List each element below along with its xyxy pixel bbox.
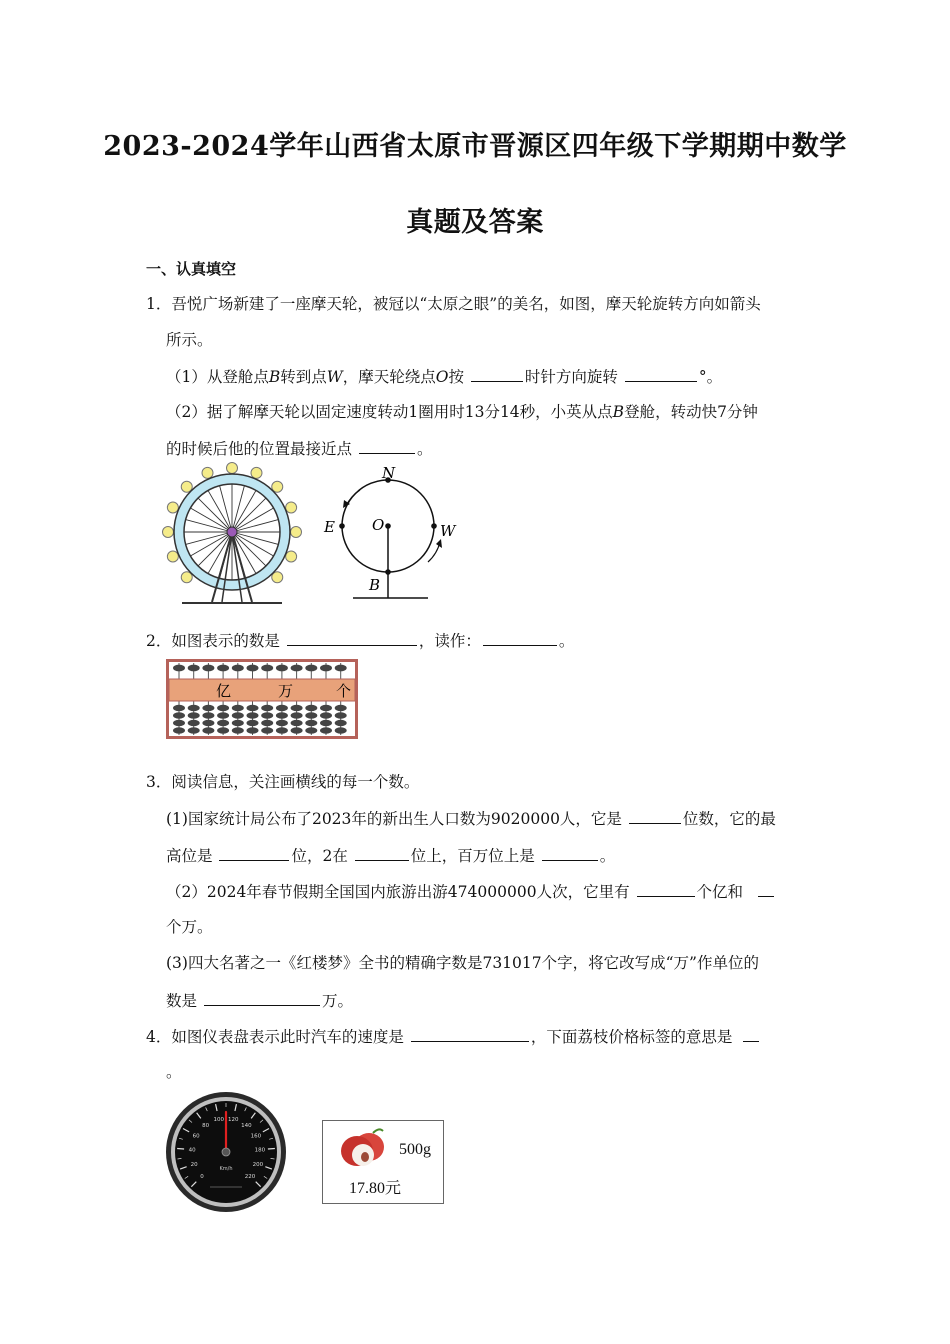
- wheel-bulb: [167, 551, 178, 562]
- abacus-bead-lower: [232, 720, 244, 726]
- abacus-bead-lower: [305, 727, 317, 733]
- q3-s1-text-b: 位数，它的最: [682, 810, 776, 828]
- abacus-bead-lower: [320, 705, 332, 711]
- abacus-bead-lower: [173, 705, 185, 711]
- q1-sub1-point-b: B: [268, 368, 281, 386]
- gauge-tick-label: 0: [200, 1174, 204, 1181]
- q4-line1: [146, 1026, 761, 1047]
- gauge-tick-label: 100: [213, 1116, 225, 1123]
- abacus-bead-lower: [202, 705, 214, 711]
- abacus-bead-lower: [173, 712, 185, 718]
- abacus-bead-lower: [173, 720, 185, 726]
- q3-blank-wan[interactable]: [758, 881, 774, 897]
- abacus-bead-lower: [261, 705, 273, 711]
- wheel-bulb: [227, 463, 238, 474]
- abacus-bead-lower: [291, 727, 303, 733]
- gauge-tick-label: 200: [252, 1161, 264, 1168]
- gauge-tick-label: 220: [244, 1174, 256, 1181]
- point-label-b: B: [369, 576, 381, 594]
- q1-sub2-text-d: 。: [416, 440, 433, 458]
- wheel-bulb: [163, 527, 174, 538]
- abacus-bead-lower: [291, 720, 303, 726]
- abacus-bead-upper: [217, 665, 229, 672]
- q3-s1-text-d: 位，2在: [291, 847, 348, 865]
- abacus-bead-lower: [202, 712, 214, 718]
- q1-line2: 所示。: [166, 331, 213, 349]
- q2-text-a: 如图表示的数是: [171, 632, 280, 650]
- q1-sub1-point-w: W: [326, 368, 343, 386]
- abacus-bead-upper: [276, 665, 288, 672]
- wheel-bulb: [251, 467, 262, 478]
- price-tag-price: 17.80元: [349, 1180, 402, 1197]
- abacus-bead-lower: [173, 727, 185, 733]
- gauge-tick-label: 80: [202, 1122, 210, 1129]
- abacus-label-yi: 亿: [216, 682, 232, 700]
- abacus-bead-upper: [202, 665, 214, 672]
- abacus-bead-lower: [335, 720, 347, 726]
- price-tag-weight: 500g: [399, 1141, 431, 1158]
- point-label-w: W: [440, 522, 456, 540]
- abacus-bead-upper: [320, 665, 332, 672]
- q1-blank-direction[interactable]: [471, 366, 523, 382]
- q4-text-b: ，下面荔枝价格标签的意思是: [530, 1028, 733, 1046]
- abacus-bead-lower: [335, 727, 347, 733]
- q3-s3-line2: [166, 990, 353, 1011]
- point-label-e: E: [324, 518, 335, 536]
- abacus-bead-lower: [291, 705, 303, 711]
- q3-intro: [146, 772, 419, 792]
- lychee-icon: [337, 1127, 387, 1171]
- gauge-tick-label: 20: [190, 1161, 198, 1168]
- abacus-bead-lower: [276, 705, 288, 711]
- abacus-bead-lower: [261, 712, 273, 718]
- q1-sub1-text-a: （1）从登舱点: [166, 368, 269, 386]
- q3-blank-digits[interactable]: [629, 808, 681, 824]
- abacus-bead-lower: [305, 720, 317, 726]
- abacus-bead-lower: [217, 727, 229, 733]
- gauge-tick-label: 40: [188, 1147, 196, 1154]
- rotation-diagram: [318, 462, 456, 602]
- q3-s1-text-a: (1)国家统计局公布了2023年的新出生人口数为9020000人，它是: [166, 810, 622, 828]
- q2-number: 2．: [146, 632, 172, 650]
- gauge-tick-label: 60: [192, 1133, 200, 1140]
- q1-sub2-text-c: 的时候后他的位置最接近点: [166, 440, 353, 458]
- q4-text-a: 如图仪表盘表示此时汽车的速度是: [171, 1028, 404, 1046]
- q4-line2: 。: [166, 1063, 182, 1081]
- q3-s3-line1: (3)四大名著之一《红楼梦》全书的精确字数是731017个字，将它改写成“万”作单位的: [166, 954, 759, 972]
- q2-text-c: 。: [558, 632, 575, 650]
- abacus-bead-lower: [305, 705, 317, 711]
- abacus-bead-lower: [320, 712, 332, 718]
- abacus-bead-upper: [232, 665, 244, 672]
- wheel-bulb: [291, 527, 302, 538]
- q2-blank-number[interactable]: [287, 630, 417, 646]
- q1-text-line1: 吾悦广场新建了一座摩天轮，被冠以“太原之眼”的美名，如图，摩天轮旋转方向如箭头: [171, 295, 761, 313]
- abacus-bead-lower: [217, 705, 229, 711]
- q2-line: [146, 630, 574, 651]
- abacus-bead-lower: [232, 705, 244, 711]
- abacus-bead-lower: [232, 727, 244, 733]
- abacus-bead-lower: [202, 720, 214, 726]
- abacus-bead-upper: [305, 665, 317, 672]
- section-heading: 一、认真填空: [146, 260, 237, 278]
- gauge-tick-label: 120: [227, 1116, 239, 1123]
- q1-blank-degrees[interactable]: [625, 366, 697, 382]
- q4-blank-speed[interactable]: [411, 1026, 529, 1042]
- abacus-bead-upper: [188, 665, 200, 672]
- abacus-bead-lower: [247, 712, 259, 718]
- q3-s1-line2: [166, 845, 615, 866]
- abacus-bead-lower: [217, 712, 229, 718]
- abacus-bead-lower: [335, 712, 347, 718]
- point-label-o: O: [372, 516, 385, 534]
- q1-sub1-point-o: O: [435, 368, 449, 386]
- abacus-bead-upper: [335, 665, 347, 672]
- q1-number: 1．: [146, 295, 172, 313]
- q2-blank-reading[interactable]: [483, 630, 557, 646]
- page-title-line1: 2023-2024学年山西省太原市晋源区四年级下学期期中数学: [103, 131, 847, 162]
- q1-sub1-text-b: 转到点: [280, 368, 327, 386]
- gauge-tick-label: 180: [254, 1147, 266, 1154]
- abacus-bead-lower: [232, 712, 244, 718]
- lychee-price-tag: [322, 1120, 444, 1204]
- gauge-tick-label: 140: [241, 1122, 252, 1129]
- q1-line1: [146, 294, 761, 314]
- abacus-image: [166, 659, 358, 739]
- abacus-bead-lower: [261, 720, 273, 726]
- abacus-bead-lower: [247, 705, 259, 711]
- q1-sub1: [166, 366, 722, 387]
- q4-blank-meaning[interactable]: [743, 1026, 759, 1042]
- wheel-bulb: [286, 551, 297, 562]
- q3-blank-position[interactable]: [355, 845, 409, 861]
- abacus-bead-upper: [247, 665, 259, 672]
- abacus-bead-lower: [305, 712, 317, 718]
- abacus-bead-lower: [320, 720, 332, 726]
- q3-intro-text: 阅读信息，关注画横线的每一个数。: [171, 773, 420, 791]
- q1-sub1-text-c: ，摩天轮绕点: [342, 368, 436, 386]
- abacus-bead-lower: [217, 720, 229, 726]
- q4-number: 4．: [146, 1028, 172, 1046]
- q3-s3-text-b: 万。: [321, 992, 353, 1010]
- abacus-label-ge: 个: [336, 682, 352, 700]
- abacus-bead-lower: [276, 727, 288, 733]
- q3-blank-millions[interactable]: [542, 845, 598, 861]
- q1-blank-point[interactable]: [359, 438, 415, 454]
- abacus-bead-lower: [188, 727, 200, 733]
- q1-sub1-text-f: °。: [698, 368, 723, 386]
- q3-s2-line2: 个万。: [166, 918, 213, 936]
- ferris-wheel-image: [162, 466, 302, 610]
- abacus-bead-lower: [291, 712, 303, 718]
- wheel-bulb: [202, 467, 213, 478]
- abacus-bead-upper: [261, 665, 273, 672]
- abacus-bead-lower: [276, 712, 288, 718]
- q3-number: 3．: [146, 773, 172, 791]
- q3-s1-text-f: 。: [599, 847, 616, 865]
- abacus-label-wan: 万: [278, 682, 294, 700]
- q3-s3-text-a: 数是: [166, 992, 198, 1010]
- gauge-tick-label: 160: [250, 1133, 262, 1140]
- q1-sub1-text-d: 按: [448, 368, 464, 386]
- page-title-line2: 真题及答案: [406, 207, 544, 238]
- q3-blank-highest[interactable]: [219, 845, 289, 861]
- q1-sub2-line2: [166, 438, 432, 459]
- speedometer-image: [164, 1090, 288, 1214]
- q3-s1-text-e: 位上，百万位上是: [410, 847, 535, 865]
- q1-sub1-text-e: 时针方向旋转: [524, 368, 618, 386]
- abacus-bead-lower: [202, 727, 214, 733]
- abacus-bead-lower: [188, 705, 200, 711]
- q1-sub2-text-a: （2）据了解摩天轮以固定速度转动1圈用时13分14秒，小英从点: [166, 403, 613, 421]
- point-label-n: N: [382, 464, 396, 482]
- q3-blank-wan-unit[interactable]: [204, 990, 320, 1006]
- abacus-bead-lower: [276, 720, 288, 726]
- q1-sub2-point-b: B: [612, 403, 625, 421]
- q1-sub2-line1: [166, 402, 758, 422]
- q3-s2-text-a: （2）2024年春节假期全国国内旅游出游474000000人次，它里有: [166, 883, 630, 901]
- q3-s1-text-c: 高位是: [166, 847, 213, 865]
- abacus-bead-lower: [335, 705, 347, 711]
- abacus-bead-lower: [188, 720, 200, 726]
- wheel-bulb: [286, 502, 297, 513]
- wheel-bulb: [167, 502, 178, 513]
- q3-s2-text-b: 个亿和: [696, 883, 744, 901]
- abacus-bead-lower: [247, 727, 259, 733]
- q3-s2-line1: [166, 881, 776, 902]
- abacus-bead-lower: [188, 712, 200, 718]
- abacus-bead-upper: [173, 665, 185, 672]
- abacus-bead-upper: [291, 665, 303, 672]
- q3-blank-yi[interactable]: [637, 881, 695, 897]
- abacus-bead-lower: [247, 720, 259, 726]
- gauge-unit: Km/h: [219, 1166, 233, 1172]
- q2-text-b: ，读作：: [418, 632, 481, 650]
- abacus-bead-lower: [320, 727, 332, 733]
- q3-s1-line1: [166, 808, 776, 829]
- q1-sub2-text-b: 登舱，转动快7分钟: [624, 403, 758, 421]
- abacus-bead-lower: [261, 727, 273, 733]
